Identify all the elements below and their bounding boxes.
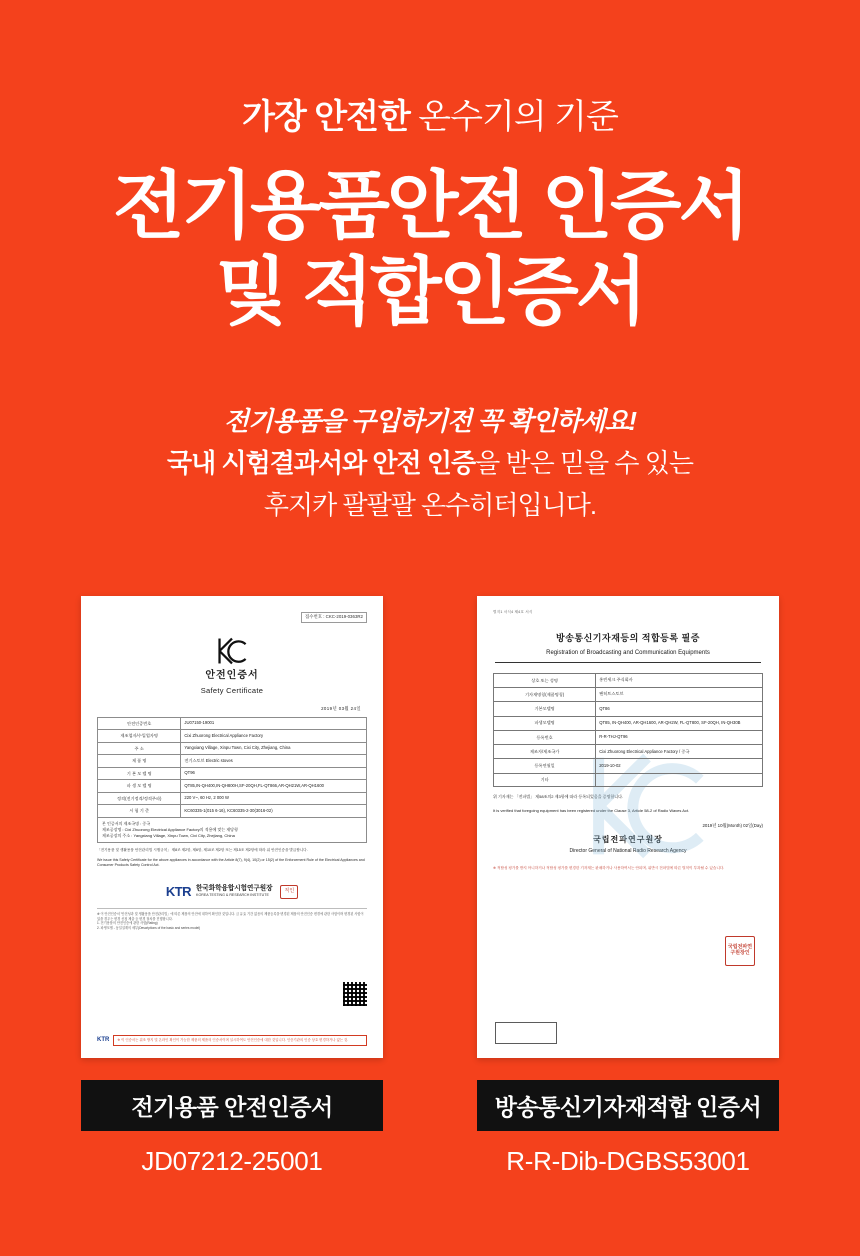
- ktr-fineprint-1: 1. 전기용품의 안전인증에 관한 사항(Rating): [97, 921, 158, 926]
- page-title-line1: 전기용품안전 인증서: [113, 163, 747, 247]
- ktr-note-box: [97, 818, 367, 843]
- ktr-row-value-4: QT96: [181, 767, 367, 780]
- caption-code-rra: R-R-Dib-DGBS53001: [506, 1146, 750, 1176]
- ktr-row-value-5: QT85,IN-QH400,IN-QH800H,SF-20QH,FL-QT866,AR-QH21W,AR-QH1600: [181, 780, 367, 793]
- rra-official-stamp: 국립전파연구원장인: [725, 936, 755, 966]
- ktr-logo: KTR: [165, 883, 192, 899]
- ktr-seal-stamp: 직인: [280, 885, 298, 899]
- rra-agency-ko: 국립전파연구원장: [593, 834, 663, 844]
- ktr-fineprint: [97, 908, 367, 931]
- rra-document: [477, 596, 779, 1058]
- ktr-bottom-bar: [97, 1035, 367, 1046]
- table-row: [494, 759, 763, 773]
- rra-statement-en: It is verified that foregoing equipment has been registered under the Clause 3, Article 58-2 of Radio Waves Act.: [493, 807, 690, 813]
- ktr-row-value-0: JU07150-19001: [181, 717, 367, 730]
- table-row: [98, 767, 367, 780]
- table-row: [494, 673, 763, 687]
- subtitle-line2-strong: 국내 시험결과서와 안전 인증: [167, 448, 476, 479]
- ktr-footer-org: [196, 885, 272, 898]
- ktr-bottom-notice: ※ 이 인증서는 위조 방지 및 온라인 확인이 가능한 제품의 제품의 인증서이며 실시하여도 안전인증에 대한 것입니다. 인증기관의 인증 상호 변경하거나 없는 것.: [113, 1035, 367, 1046]
- rra-row-value-1: 팬히트스토브: [596, 688, 763, 702]
- certificate-rra-conformity: [477, 596, 779, 1177]
- ktr-info-table: [97, 717, 367, 818]
- ktr-legal-ko: 「전기용품 및 생활용품 안전관리법 시행규칙」 제8조 제2항, 제6항, 제10조 제2항 또는 제15조 제2항에 따라 위 안전인증을 발급합니다.: [97, 847, 308, 852]
- rra-row-label-4: 등록번호: [494, 730, 596, 744]
- page-title-line2: 및 적합인증서: [215, 250, 645, 334]
- ktr-row-label-0: 안전인증번호: [98, 717, 181, 730]
- eyebrow-rest: 온수기의 기준: [409, 98, 618, 136]
- rra-title-en: Registration of Broadcasting and Communication Equipments: [546, 649, 710, 656]
- ktr-row-value-2: Yangxiang Village, Xinpu Town, Cixi City, Zhejiang, China: [181, 742, 367, 755]
- eyebrow-strong: 가장 안전한: [242, 98, 410, 136]
- table-row: [494, 688, 763, 702]
- rra-statement-ko: 위 기자재는 「전파법」 제58조의2 제3항에 따라 등록되었음을 증명합니다.: [493, 794, 624, 800]
- certificate-ktr-safety: [81, 596, 383, 1177]
- ktr-footer-org-en: KOREA TESTING & RESEARCH INSTITUTE: [196, 892, 269, 897]
- rra-row-value-5: Cixi Zhuorong Electrical Appliance Factory / 중국: [596, 745, 763, 759]
- certificate-image-ktr[interactable]: [81, 596, 383, 1058]
- ktr-note-title: 본 인증서의 제조국명 : 중국: [102, 820, 151, 826]
- subtitle-line3: 후지카 팔팔팔 온수히터입니다.: [263, 490, 597, 521]
- ktr-row-label-7: 시 험 기 준: [98, 805, 181, 818]
- table-row: [98, 792, 367, 805]
- ktr-row-label-6: 정격(전기정격/정격주파): [98, 792, 181, 805]
- table-row: [494, 702, 763, 716]
- rra-row-label-5: 제조자/제조국가: [494, 745, 596, 759]
- ktr-row-value-7: KC60335-1(015 6-16), KC60335-2-30(3016-02): [181, 805, 367, 818]
- ktr-note-line-0: 제조공장명 : Cixi Zhuorong Electrical Appliance Factory의 적용에 맞는 제당형: [102, 826, 238, 832]
- caption-badge-ktr: 전기용품 안전인증서: [81, 1080, 383, 1131]
- subtitle-block: [0, 400, 860, 526]
- ktr-footer-org-ko: 한국화학융합시험연구원장: [196, 884, 273, 892]
- ktr-note-line-1: 제조공장의 주소 : Yangxiang Village, Xinpu Town, Cixi City, Zhejiang, China: [102, 832, 235, 838]
- ktr-row-label-4: 기 본 모 델 명: [98, 767, 181, 780]
- eyebrow-text: [0, 96, 860, 139]
- table-row: [98, 717, 367, 730]
- ktr-row-value-6: 220 V~, 60 Hz, 2 000 W: [181, 792, 367, 805]
- table-row: [494, 730, 763, 744]
- rra-row-label-6: 등록연월일: [494, 759, 596, 773]
- ktr-row-value-3: 전기스토브 Electric stoves: [181, 755, 367, 768]
- rra-row-value-2: QT86: [596, 702, 763, 716]
- rra-row-label-0: 상호 또는 성명: [494, 673, 596, 687]
- subtitle-line2-rest: 을 받은 믿을 수 있는: [475, 448, 693, 479]
- table-row: [98, 780, 367, 793]
- rra-date-line: 2019년 10월(Month) 02일(Day): [702, 823, 763, 828]
- ktr-fineprint-0: ※ 이 안전인증서 '안전성과 및 생활용품 안전관리법」에 따른 제품의 안전에 대하여 확인한 것입니다. 금 유효 기간 없음의 제품등록을 변경된 제품의 안전인증 변경에 관한 사항이며 변경된 사항이 있을 경우는 변경 신청 제출 등 변경 절차를 진행합니다.: [97, 911, 364, 921]
- ktr-issue-date: 2019년 03월 24일: [321, 706, 361, 712]
- rra-row-value-4: R-R-THJ-QT96: [596, 730, 763, 744]
- qr-code-icon: [343, 982, 367, 1006]
- rra-agency-en: Director General of National Radio Research Agency: [569, 848, 687, 855]
- header-block: [0, 0, 860, 334]
- rra-row-label-7: 기타: [494, 773, 596, 786]
- table-row: [98, 755, 367, 768]
- ktr-row-label-1: 제조업자/수입업자명: [98, 730, 181, 743]
- ktr-bottom-logo: KTR: [97, 1036, 110, 1043]
- table-row: [98, 742, 367, 755]
- table-row: [494, 716, 763, 730]
- rra-row-value-6: 2019-10-02: [596, 759, 763, 773]
- rra-row-label-3: 파생모델명: [494, 716, 596, 730]
- ktr-row-label-3: 제 품 명: [98, 755, 181, 768]
- table-row: [98, 805, 367, 818]
- ktr-fineprint-2: 2. 파생모델 - 동일설계의 세부(Descriptions of the basic and series model): [97, 926, 201, 931]
- kc-mark-icon: [215, 636, 249, 666]
- certificates-row: [0, 596, 860, 1177]
- rra-row-value-0: 홍빈세크 주식회사: [596, 673, 763, 687]
- caption-code-ktr: JD07212-25001: [141, 1146, 323, 1176]
- rra-row-value-7: [596, 773, 763, 786]
- rra-row-label-2: 기본모델명: [494, 702, 596, 716]
- rra-divider: [495, 662, 761, 663]
- ktr-receipt-number: 접수번호 : CKC-2019-0363R2: [301, 612, 367, 623]
- table-row: [98, 730, 367, 743]
- ktr-title-ko: 안전인증서: [205, 670, 259, 681]
- rra-form-number: 별지1 서식4 제4호 서식: [493, 610, 533, 614]
- ktr-document: [81, 596, 383, 1058]
- rra-title-ko: 방송통신기자재등의 적합등록 필증: [556, 632, 700, 643]
- ktr-row-value-1: Cixi Zhuorong Electrical Appliance Factory: [181, 730, 367, 743]
- rra-empty-box: [495, 1022, 557, 1044]
- ktr-row-label-5: 파 생 모 델 명: [98, 780, 181, 793]
- rra-row-value-3: QT85, IN-QH400, AR-QH1600, AR-QH2W, FL-QT800, SF-20QH, IN-QH30B: [596, 716, 763, 730]
- ktr-row-label-2: 주 소: [98, 742, 181, 755]
- rra-warning-text: ※ 적합성 평가를 받지 아니하거나 적합성 평가를 변경한 기자재는 판매하거나 사용하여서는 안되며, 위반시 전파법에 따른 벌칙이 부과될 수 있습니다.: [493, 865, 725, 870]
- subtitle-line2: [0, 442, 860, 484]
- rra-row-label-1: 기자재명칭(제품명칭): [494, 688, 596, 702]
- ktr-title-en: Safety Certificate: [200, 685, 264, 695]
- table-row: [494, 745, 763, 759]
- rra-info-table: [493, 673, 763, 787]
- ktr-legal-en: We issue this Safety Certificate for the above appliances in accordance with the Article 8(7), 9(4), 10(2) or 15(2) of the Enforcement Rule of the Electrical Appliances and Consumer Products Safety Control Act.: [97, 858, 365, 868]
- caption-badge-rra: 방송통신기자재적합 인증서: [477, 1080, 779, 1131]
- subtitle-line1: 전기용품을 구입하기전 꼭 확인하세요!: [223, 406, 637, 437]
- ktr-footer: [97, 882, 367, 902]
- certificate-image-rra[interactable]: [477, 596, 779, 1058]
- table-row: [494, 773, 763, 786]
